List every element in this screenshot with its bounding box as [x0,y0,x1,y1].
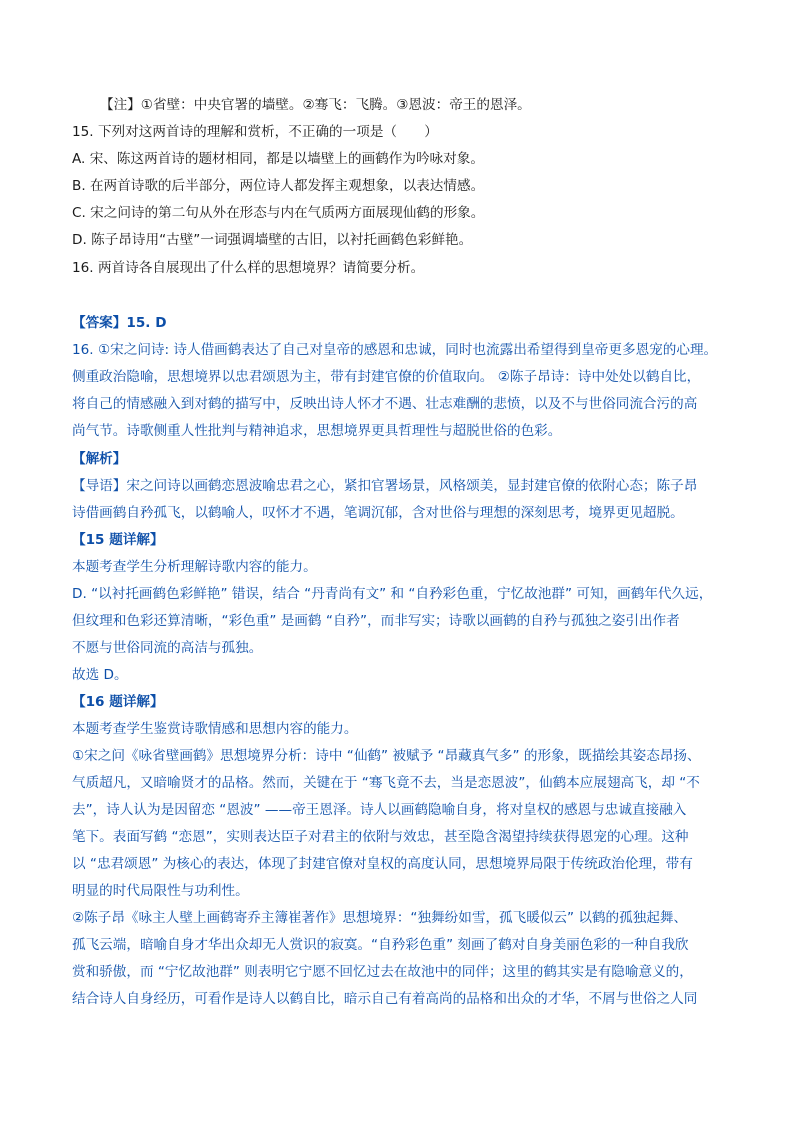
detail15-line: D. “以衬托画鹤色彩鲜艳” 错误，结合 “丹青尚有文” 和 “自矜彩色重，宁忆故池群” 可知，画鹤年代久远， [72,586,713,602]
q15-option-b: B. 在两首诗歌的后半部分，两位诗人都发挥主观想象，以表达情感。 [72,178,485,194]
answer-16-line: 侧重政治隐喻，思想境界以忠君颂恩为主，带有封建官僚的价值取向。 ②陈子昂诗：诗中处处以鹤自比， [72,369,701,385]
answer-16-line: 将自己的情感融入到对鹤的描写中，反映出诗人怀才不遇、壮志难酬的悲愤，以及不与世俗同流合污的高 [72,396,698,412]
detail16-line: ①宋之问《咏省壁画鹤》思想境界分析：诗中 “仙鹤” 被赋予 “昂藏真气多” 的形象，既描绘其姿态昂扬、 [72,748,701,764]
analysis-label: 【解析】 [72,451,127,467]
q16-stem: 16. 两首诗各自展现出了什么样的思想境界？请简要分析。 [72,260,425,276]
detail16-line: 结合诗人自身经历，可看作是诗人以鹤自比，暗示自己有着高尚的品格和出众的才华，不屑与世俗之人同 [72,991,698,1007]
detail15-conclusion: 故选 D。 [72,667,128,683]
detail16-label: 【16 题详解】 [72,694,164,710]
detail15-line: 不愿与世俗同流的高洁与孤独。 [72,640,263,656]
detail16-intro: 本题考查学生鉴赏诗歌情感和思想内容的能力。 [72,721,358,737]
detail15-label: 【15 题详解】 [72,532,164,548]
detail16-line: 气质超凡，又暗喻贤才的品格。然而，关键在于 “骞飞竟不去，当是恋恩波”，仙鹤本应展翅高飞，却 “不 [72,775,700,791]
answer-16-line: 尚气节。诗歌侧重人性批判与精神追求，思想境界更具哲理性与超脱世俗的色彩。 [72,423,562,439]
guide-label: 【导语】 [72,478,127,494]
guide-line-2: 诗借画鹤自矜孤飞，以鹤喻人，叹怀才不遇，笔调沉郁，含对世俗与理想的深刻思考，境界更见超脱。 [72,505,684,521]
q15-option-c: C. 宋之问诗的第二句从外在形态与内在气质两方面展现仙鹤的形象。 [72,205,485,221]
detail16-line: ②陈子昂《咏主人壁上画鹤寄乔主簿崔著作》思想境界：“独舞纷如雪，孤飞暖似云” 以鹤的孤独起舞、 [72,910,688,926]
q15-stem: 15. 下列对这两首诗的理解和赏析，不正确的一项是（ ） [72,124,438,140]
note-line: 【注】①省壁：中央官署的墙壁。②骞飞：飞腾。③恩波：帝王的恩泽。 [100,97,531,113]
q15-option-a: A. 宋、陈这两首诗的题材相同，都是以墙壁上的画鹤作为吟咏对象。 [72,151,484,167]
q15-option-d: D. 陈子昂诗用“古壁”一词强调墙壁的古旧，以衬托画鹤色彩鲜艳。 [72,232,473,248]
answer-16-line: 16. ①宋之问诗: 诗人借画鹤表达了自己对皇帝的感恩和忠诚，同时也流露出希望得到皇帝更多恩宠的心理。 [72,342,718,358]
guide-text: 宋之问诗以画鹤恋恩波喻忠君之心，紧扣官署场景，风格颂美，显封建官僚的依附心态；陈子昂 [126,478,698,494]
guide-line-1 [72,477,732,495]
detail15-intro: 本题考查学生分析理解诗歌内容的能力。 [72,559,317,575]
detail16-line: 赏和骄傲，而 “宁忆故池群” 则表明它宁愿不回忆过去在故池中的同伴；这里的鹤其实是有隐喻意义的， [72,964,693,980]
detail16-line: 明显的时代局限性与功利性。 [72,883,249,899]
detail16-line: 去”，诗人认为是因留恋 “恩波” ——帝王恩泽。诗人以画鹤隐喻自身，将对皇权的感恩与忠诚直接融入 [72,802,687,818]
detail16-line: 以 “忠君颂恩” 为核心的表达，体现了封建官僚对皇权的高度认同，思想境界局限于传统政治伦理，带有 [72,856,693,872]
detail16-line: 孤飞云端，暗喻自身才华出众却无人赏识的寂寞。“自矜彩色重” 刻画了鹤对自身美丽色彩的一种自我欣 [72,937,689,953]
answer-label: 【答案】15. D [72,315,167,331]
detail15-line: 但纹理和色彩还算清晰，“彩色重” 是画鹤 “自矜”，而非写实；诗歌以画鹤的自矜与孤独之姿引出作者 [72,613,680,629]
detail16-line: 笔下。表面写鹤 “恋恩”，实则表达臣子对君主的依附与效忠，甚至隐含渴望持续获得恩宠的心理。这种 [72,829,689,845]
